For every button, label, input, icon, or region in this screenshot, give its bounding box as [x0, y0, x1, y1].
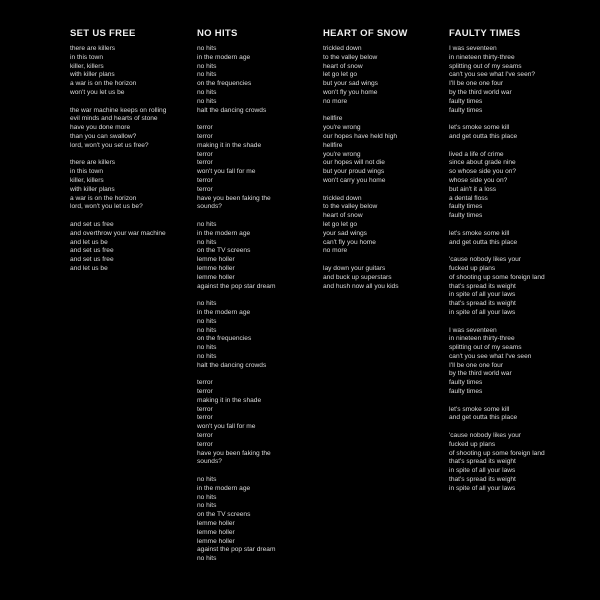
- lyric-line: but your sad wings: [323, 80, 378, 88]
- lyric-line: so whose side you on?: [449, 168, 517, 176]
- stanza: [197, 45, 275, 115]
- lyric-line: of shooting up some foreign land: [449, 273, 545, 281]
- lyric-line: since about grade nine: [449, 159, 516, 167]
- lyric-line: faulty times: [449, 379, 483, 387]
- lyric-line: against the pop star dream: [197, 546, 276, 554]
- lyric-line: terror: [197, 150, 213, 158]
- song-title: HEART OF SNOW: [323, 28, 408, 39]
- lyric-line: and get outta this place: [449, 414, 518, 422]
- lyric-line: terror: [197, 440, 213, 448]
- lyric-line: let go let go: [323, 71, 358, 79]
- lyric-line: can't fly you home: [323, 238, 376, 246]
- lyric-line: and set us free: [70, 256, 114, 264]
- stanza: [449, 230, 545, 248]
- lyric-line: in nineteen thirty-three: [449, 335, 515, 343]
- lyric-line: won't you let us be: [70, 88, 125, 96]
- song-title: NO HITS: [197, 28, 238, 39]
- lyric-line: terror: [197, 185, 213, 193]
- lyric-line: faulty times: [449, 388, 483, 396]
- lyric-line: no more: [323, 97, 348, 105]
- stanza: [449, 151, 545, 221]
- lyric-line: and overthrow your war machine: [70, 229, 166, 237]
- stanza: [70, 221, 166, 274]
- lyric-line: no hits: [197, 62, 217, 70]
- lyric-line: let's smoke some kill: [449, 405, 510, 413]
- lyric-line: against the pop star dream: [197, 282, 276, 290]
- lyric-line: trickled down: [323, 194, 362, 202]
- lyric-line: no hits: [197, 502, 217, 510]
- lyric-line: halt the dancing crowds: [197, 106, 267, 114]
- lyric-line: fucked up plans: [449, 440, 496, 448]
- lyric-line: a dental floss: [449, 194, 488, 202]
- lyric-line: splitting out of my seams: [449, 344, 522, 352]
- stanza: [449, 45, 545, 115]
- lyric-line: no hits: [197, 476, 217, 484]
- lyric-line: but ain't it a loss: [449, 185, 497, 193]
- lyric-line: terror: [197, 176, 213, 184]
- lyric-line: lemme holler: [197, 256, 235, 264]
- song-title: FAULTY TIMES: [449, 28, 521, 39]
- lyric-line: lemme holler: [197, 520, 235, 528]
- lyric-line: killer, killers: [70, 62, 104, 70]
- lyric-line: with killer plans: [70, 185, 115, 193]
- lyric-line: in this town: [70, 53, 103, 61]
- lyric-line: the war machine keeps on rolling: [70, 106, 167, 114]
- lyrics-column-heart-of-snow: [323, 28, 408, 300]
- lyric-line: in spite of all your laws: [449, 291, 516, 299]
- lyric-line: faulty times: [449, 97, 483, 105]
- lyric-line: faulty times: [449, 203, 483, 211]
- lyric-line: no hits: [197, 493, 217, 501]
- lyric-line: in spite of all your laws: [449, 484, 516, 492]
- stanza: [70, 45, 166, 98]
- lyric-line: in spite of all your laws: [449, 467, 516, 475]
- lyric-line: halt the dancing crowds: [197, 361, 267, 369]
- stanza: [323, 45, 408, 107]
- lyric-line: no hits: [197, 317, 217, 325]
- lyric-line: terror: [197, 405, 213, 413]
- lyric-line: lemme holler: [197, 264, 235, 272]
- lyric-line: terror: [197, 132, 213, 140]
- lyric-line: no hits: [197, 326, 217, 334]
- lyric-line: terror: [197, 379, 213, 387]
- lyric-line: won't fly you home: [323, 88, 378, 96]
- lyric-line: have you done more: [70, 124, 131, 132]
- lyric-line: in nineteen thirty-three: [449, 53, 515, 61]
- lyric-line: and let us be: [70, 264, 108, 272]
- lyric-line: and hush now all you kids: [323, 282, 399, 290]
- lyric-line: heart of snow: [323, 212, 363, 220]
- lyric-line: you're wrong: [323, 124, 361, 132]
- lyric-line: by the third world war: [449, 88, 512, 96]
- lyrics-column-no-hits: [197, 28, 275, 573]
- lyric-line: than you can swallow?: [70, 132, 137, 140]
- lyric-line: lemme holler: [197, 528, 235, 536]
- lyric-line: splitting out of my seams: [449, 62, 522, 70]
- lyric-line: trickled down: [323, 45, 362, 52]
- lyrics-column-set-us-free: [70, 28, 166, 283]
- lyric-line: lord, won't you let us be?: [70, 203, 143, 211]
- lyric-line: a war is on the horizon: [70, 194, 137, 202]
- lyric-line: let's smoke some kill: [449, 229, 510, 237]
- lyric-line: and get outta this place: [449, 132, 518, 140]
- lyric-line: and get outta this place: [449, 238, 518, 246]
- lyric-line: I was seventeen: [449, 326, 497, 334]
- lyric-line: have you been faking the: [197, 449, 271, 457]
- stanza-list: [70, 45, 166, 274]
- stanza: [197, 300, 275, 370]
- lyric-line: no hits: [197, 220, 217, 228]
- lyric-line: in spite of all your laws: [449, 308, 516, 316]
- stanza: [323, 195, 408, 257]
- lyric-line: won't you fall for me: [197, 423, 256, 431]
- lyric-line: heart of snow: [323, 62, 363, 70]
- lyric-line: there are killers: [70, 45, 116, 52]
- stanza: [70, 107, 166, 151]
- lyric-line: no hits: [197, 352, 217, 360]
- lyric-line: killer, killers: [70, 176, 104, 184]
- lyric-line: terror: [197, 414, 213, 422]
- lyric-line: no hits: [197, 238, 217, 246]
- lyric-line: on the frequencies: [197, 335, 252, 343]
- lyric-line: lemme holler: [197, 273, 235, 281]
- lyric-line: that's spread its weight: [449, 458, 516, 466]
- lyric-line: a war is on the horizon: [70, 80, 137, 88]
- lyric-line: in the modern age: [197, 53, 251, 61]
- lyric-line: fucked up plans: [449, 264, 496, 272]
- stanza: [70, 159, 166, 212]
- lyric-line: terror: [197, 124, 213, 132]
- lyric-line: no hits: [197, 45, 217, 52]
- lyric-line: with killer plans: [70, 71, 115, 79]
- lyric-line: and set us free: [70, 220, 114, 228]
- lyric-line: in the modern age: [197, 308, 251, 316]
- lyric-line: won't you fall for me: [197, 168, 256, 176]
- lyric-line: have you been faking the: [197, 194, 271, 202]
- lyric-line: no hits: [197, 344, 217, 352]
- stanza: [449, 327, 545, 397]
- lyric-line: lay down your guitars: [323, 264, 386, 272]
- lyric-line: let's smoke some kill: [449, 124, 510, 132]
- lyric-line: sounds?: [197, 458, 222, 466]
- lyric-line: lived a life of crime: [449, 150, 504, 158]
- stanza: [323, 265, 408, 291]
- lyric-line: our hopes will not die: [323, 159, 385, 167]
- lyric-line: on the frequencies: [197, 80, 252, 88]
- lyric-line: our hopes have held high: [323, 132, 398, 140]
- stanza: [449, 256, 545, 318]
- lyric-line: won't carry you home: [323, 176, 386, 184]
- lyric-line: but your proud wings: [323, 168, 385, 176]
- lyric-line: making it in the shade: [197, 396, 262, 404]
- lyric-line: can't you see what I've seen: [449, 352, 532, 360]
- lyric-line: and let us be: [70, 238, 108, 246]
- lyric-line: no hits: [197, 300, 217, 308]
- lyric-line: that's spread its weight: [449, 300, 516, 308]
- lyric-line: you're wrong: [323, 150, 361, 158]
- lyric-line: sounds?: [197, 203, 222, 211]
- lyric-line: no hits: [197, 555, 217, 563]
- lyric-line: no hits: [197, 88, 217, 96]
- stanza-list: [449, 45, 545, 494]
- lyric-line: 'cause nobody likes your: [449, 432, 522, 440]
- lyric-line: and set us free: [70, 247, 114, 255]
- lyric-line: on the TV screens: [197, 247, 251, 255]
- lyric-line: that's spread its weight: [449, 282, 516, 290]
- lyrics-column-faulty-times: [449, 28, 545, 502]
- lyric-line: no hits: [197, 97, 217, 105]
- lyric-line: hellfire: [323, 115, 343, 123]
- lyric-line: making it in the shade: [197, 141, 262, 149]
- stanza: [323, 115, 408, 185]
- stanza: [449, 432, 545, 494]
- lyric-line: there are killers: [70, 159, 116, 167]
- lyric-line: on the TV screens: [197, 511, 251, 519]
- lyric-line: and buck up superstars: [323, 273, 392, 281]
- lyric-line: in this town: [70, 168, 103, 176]
- lyric-line: faulty times: [449, 106, 483, 114]
- lyric-line: terror: [197, 388, 213, 396]
- song-title: SET US FREE: [70, 28, 136, 39]
- lyric-line: terror: [197, 432, 213, 440]
- lyric-line: of shooting up some foreign land: [449, 449, 545, 457]
- lyric-line: to the valley below: [323, 53, 378, 61]
- lyric-line: 'cause nobody likes your: [449, 256, 522, 264]
- lyric-line: to the valley below: [323, 203, 378, 211]
- lyric-line: lemme holler: [197, 537, 235, 545]
- stanza: [197, 476, 275, 564]
- stanza: [197, 124, 275, 212]
- lyric-line: let go let go: [323, 220, 358, 228]
- lyric-line: no hits: [197, 71, 217, 79]
- lyric-line: faulty times: [449, 212, 483, 220]
- lyric-line: by the third world war: [449, 370, 512, 378]
- lyric-line: your sad wings: [323, 229, 367, 237]
- stanza: [449, 406, 545, 424]
- lyric-line: can't you see what I've seen?: [449, 71, 536, 79]
- stanza: [197, 221, 275, 291]
- lyric-line: hellfire: [323, 141, 343, 149]
- stanza-list: [323, 45, 408, 291]
- lyric-line: I'll be one one four: [449, 361, 504, 369]
- lyric-line: no more: [323, 247, 348, 255]
- lyric-line: I'll be one one four: [449, 80, 504, 88]
- stanza: [449, 124, 545, 142]
- lyric-line: whose side you on?: [449, 176, 508, 184]
- lyric-line: lord, won't you set us free?: [70, 141, 149, 149]
- lyric-line: terror: [197, 159, 213, 167]
- stanza-list: [197, 45, 275, 564]
- lyric-line: in the modern age: [197, 484, 251, 492]
- lyric-line: I was seventeen: [449, 45, 497, 52]
- lyric-line: in the modern age: [197, 229, 251, 237]
- stanza: [197, 379, 275, 467]
- lyric-line: that's spread its weight: [449, 476, 516, 484]
- lyric-line: evil minds and hearts of stone: [70, 115, 158, 123]
